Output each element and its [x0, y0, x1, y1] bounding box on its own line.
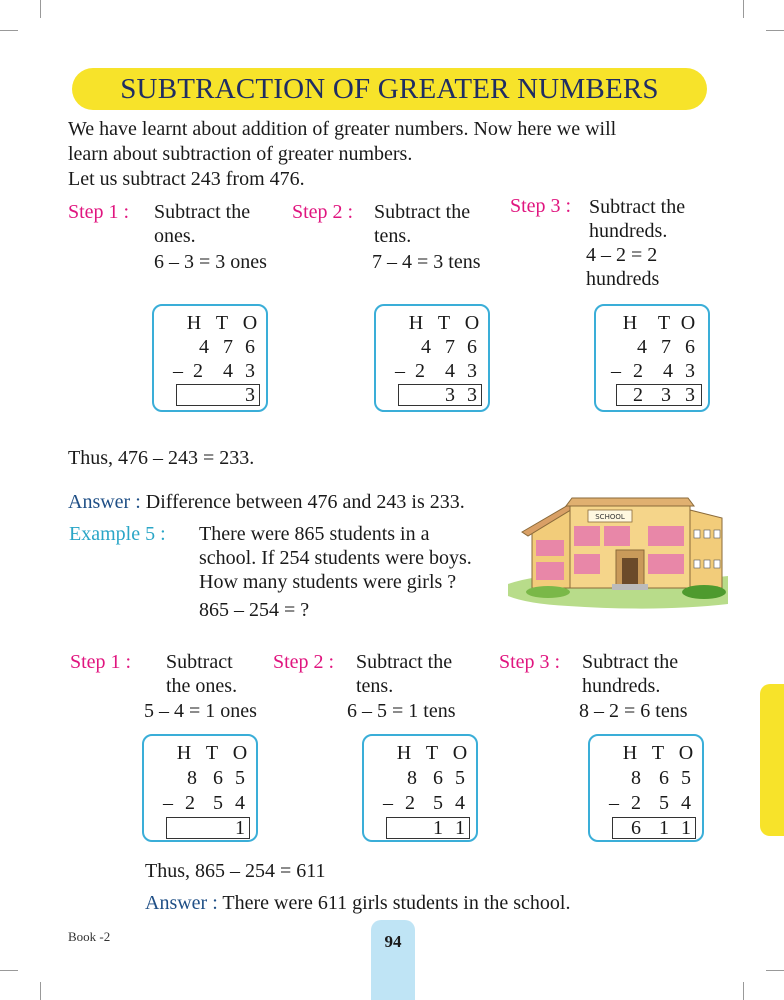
- intro-line-1: We have learnt about addition of greater numbers. Now here we will: [68, 118, 617, 140]
- title-banner: [72, 68, 707, 110]
- book-label: Book -2: [68, 929, 111, 944]
- school-building-illustration: [508, 492, 730, 612]
- ex1-step1-label: Step 1 :: [68, 201, 130, 223]
- ex2-box-2: H T O 8 6 5 – 2 5 4 1 1: [362, 734, 478, 842]
- ex1-step3-text: Subtract the hundreds. 4 – 2 = 2 hundreds: [586, 196, 686, 290]
- ex1-step2-text: Subtract the tens. 7 – 4 = 3 tens: [372, 201, 481, 273]
- intro-line-3: Let us subtract 243 from 476.: [68, 168, 305, 190]
- ex2-step1-text: Subtract the ones.: [166, 651, 238, 697]
- ex1-box-3: H T O 4 7 6 – 2 4 3 2 3 3: [594, 304, 710, 412]
- answer-label: Answer :: [145, 892, 218, 914]
- example5-question: There were 865 students in a school. If 254 students were boys. How many students were girls ? 865 – 254 = ?: [199, 523, 472, 621]
- ex2-step3-text: Subtract the hundreds.: [582, 651, 679, 697]
- ex1-step3-label: Step 3 :: [510, 195, 572, 217]
- ex2-step2-text: Subtract the tens.: [356, 651, 453, 697]
- intro-line-2: learn about subtraction of greater numbers.: [68, 143, 413, 165]
- answer-text: Difference between 476 and 243 is 233.: [145, 491, 465, 513]
- side-tab-marker: [760, 684, 784, 836]
- ex2-thus: Thus, 865 – 254 = 611: [145, 860, 326, 882]
- answer-label: Answer :: [68, 491, 141, 513]
- school-sign: SCHOOL: [595, 513, 625, 521]
- answer-text: There were 611 girls students in the school.: [222, 892, 571, 914]
- ex2-step3-label: Step 3 :: [499, 651, 561, 673]
- ex2-step1-label: Step 1 :: [70, 651, 132, 673]
- ex2-step1-calc: 5 – 4 = 1 ones: [144, 700, 257, 722]
- page-title: SUBTRACTION OF GREATER NUMBERS: [120, 72, 659, 105]
- ex2-answer: [145, 891, 570, 915]
- ex1-box-1: H T O 4 7 6 – 2 4 3 3: [152, 304, 268, 412]
- page-number-tab: [371, 920, 415, 1000]
- page-number: 94: [384, 932, 402, 951]
- ex2-step3-calc: 8 – 2 = 6 tens: [579, 700, 688, 722]
- ex2-step2-calc: 6 – 5 = 1 tens: [347, 700, 456, 722]
- intro-paragraph: [68, 117, 748, 192]
- ex2-box-1: H T O 8 6 5 – 2 5 4 1: [142, 734, 258, 842]
- ex1-step1-text: Subtract the ones. 6 – 3 = 3 ones: [154, 201, 267, 273]
- ex1-answer: [68, 490, 465, 514]
- ex1-step2-label: Step 2 :: [292, 201, 354, 223]
- ex1-thus: Thus, 476 – 243 = 233.: [68, 447, 255, 469]
- ex2-step2-label: Step 2 :: [273, 651, 335, 673]
- ex1-box-2: H T O 4 7 6 – 2 4 3 3 3: [374, 304, 490, 412]
- example5-label: Example 5 :: [69, 523, 166, 545]
- ex2-box-3: H T O 8 6 5 – 2 5 4 6 1 1: [588, 734, 704, 842]
